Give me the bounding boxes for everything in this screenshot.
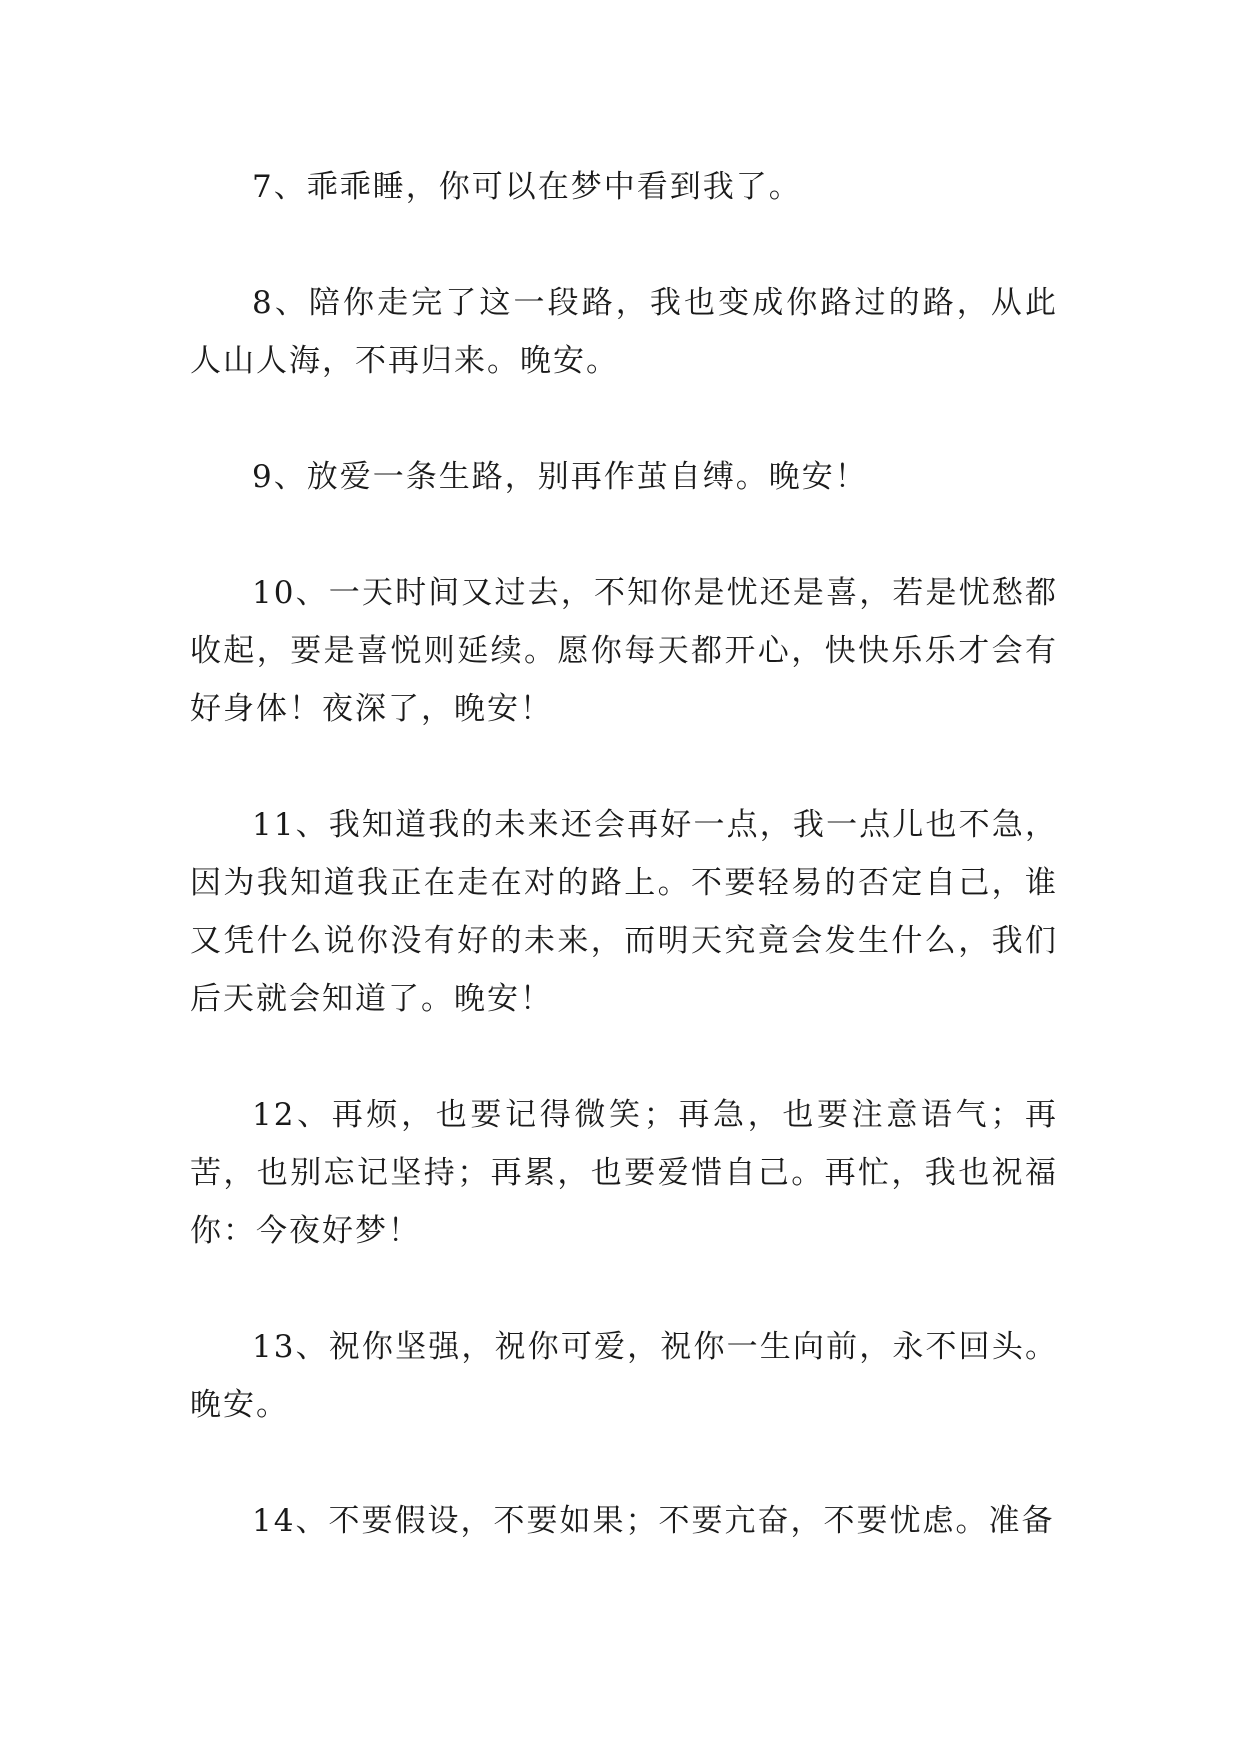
- paragraph-9: 9、放爱一条生路，别再作茧自缚。晚安！: [252, 459, 868, 495]
- paragraph-10: 10、一天时间又过去，不知你是忧还是喜，若是忧愁都收起，要是喜悦则延续。愿你每天都开心，快快乐乐才会有好身体！夜深了，晚安！: [190, 575, 1058, 727]
- paragraph-14: 14、不要假设，不要如果；不要亢奋，不要忧虑。准备: [252, 1503, 1055, 1539]
- paragraph-12: 12、再烦，也要记得微笑；再急，也要注意语气；再苦，也别忘记坚持；再累，也要爱惜自己。再忙，我也祝福你：今夜好梦！: [190, 1097, 1058, 1249]
- paragraph-11: 11、我知道我的未来还会再好一点，我一点儿也不急，因为我知道我正在走在对的路上。不要轻易的否定自己，谁又凭什么说你没有好的未来，而明天究竟会发生什么，我们后天就会知道了。晚安！: [190, 807, 1058, 1017]
- paragraph-13: 13、祝你坚强，祝你可爱，祝你一生向前，永不回头。晚安。: [190, 1329, 1058, 1423]
- document-body: [190, 158, 1058, 1608]
- paragraph-8: 8、陪你走完了这一段路，我也变成你路过的路，从此人山人海，不再归来。晚安。: [190, 285, 1058, 379]
- paragraph-7: 7、乖乖睡，你可以在梦中看到我了。: [252, 169, 802, 205]
